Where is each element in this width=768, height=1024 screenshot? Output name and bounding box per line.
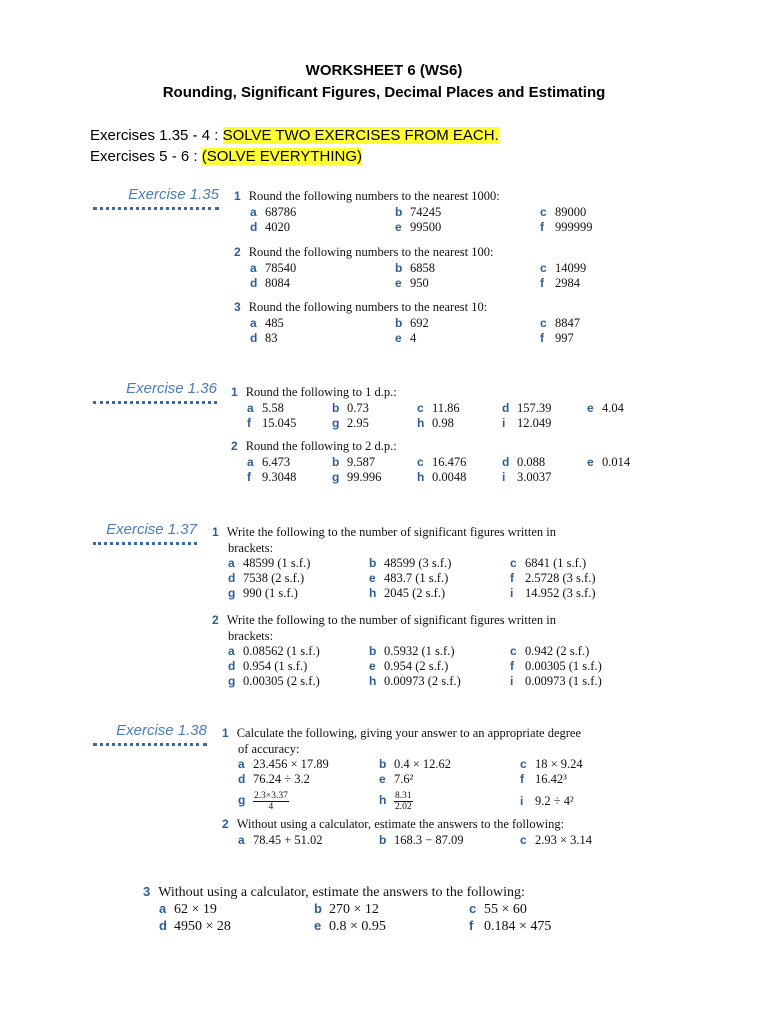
item-value: 6841 (1 s.f.) [525, 556, 587, 570]
item-value: 0.00973 (1 s.f.) [525, 674, 602, 688]
item-letter: a [247, 401, 254, 415]
item-value: 68786 [265, 205, 297, 219]
question-number: 2 [234, 245, 241, 259]
item-letter: i [502, 470, 506, 484]
item-letter: c [417, 401, 424, 415]
extra-q3 [143, 883, 551, 935]
exercise-1-38-heading [93, 722, 207, 746]
item-value: 997 [555, 331, 574, 345]
item-value: 7.6² [394, 772, 414, 786]
answer-row [238, 757, 583, 772]
item-letter: b [332, 401, 340, 415]
item-letter: e [369, 659, 376, 673]
ex135-q2 [234, 243, 586, 291]
worksheet-title: WORKSHEET 6 (WS6) [305, 62, 463, 79]
answer-row [228, 556, 595, 571]
item-value: 4.04 [602, 401, 624, 415]
fraction [394, 791, 413, 812]
item-letter: g [332, 416, 340, 430]
item-value: 14.952 (3 s.f.) [525, 586, 596, 600]
answer-row [250, 276, 586, 291]
exercise-title: Exercise 1.35 [128, 186, 219, 203]
item-letter: b [379, 833, 387, 847]
answer-row [228, 659, 602, 674]
question-text: Round the following to 1 d.p.: [245, 385, 397, 399]
item-value: 2.5728 (3 s.f.) [525, 571, 596, 585]
item-letter: d [238, 772, 246, 786]
exercise-1-37-heading [93, 521, 197, 545]
item-letter: d [228, 659, 236, 673]
item-value: 62 × 19 [174, 902, 217, 917]
item-letter: g [228, 674, 236, 688]
answer-row [238, 833, 592, 848]
item-letter: e [587, 455, 594, 469]
question-text-continued: of accuracy: [238, 742, 300, 756]
item-value: 83 [265, 331, 278, 345]
item-value: 5.58 [262, 401, 284, 415]
dotted-rule [93, 207, 219, 210]
item-value: 0.5932 (1 s.f.) [384, 644, 455, 658]
ex138-q2 [222, 815, 592, 848]
item-letter: g [238, 793, 246, 808]
answer-row [247, 401, 624, 416]
item-value: 14099 [555, 261, 587, 275]
item-value: 0.014 [602, 455, 631, 469]
answer-row [247, 416, 624, 431]
question-text: Round the following numbers to the nearest 1000: [248, 189, 500, 203]
answer-row [250, 205, 593, 220]
item-value: 0.08562 (1 s.f.) [243, 644, 320, 658]
question-number: 2 [231, 439, 238, 453]
item-value: 0.00973 (2 s.f.) [384, 674, 461, 688]
item-letter: a [250, 316, 257, 330]
item-letter: c [520, 833, 527, 847]
item-value: 4950 × 28 [174, 919, 231, 934]
question-text-continued: brackets: [228, 541, 274, 555]
item-value: 8084 [265, 276, 290, 290]
answer-row [247, 470, 630, 485]
item-letter: f [247, 416, 251, 430]
item-value: 0.184 × 475 [484, 919, 552, 934]
answer-row [228, 674, 602, 689]
item-letter: g [228, 586, 236, 600]
item-value: 6858 [410, 261, 435, 275]
item-value: 3.0037 [517, 470, 552, 484]
instruction-line-2 [90, 148, 362, 165]
item-value: 0.4 × 12.62 [394, 757, 452, 771]
item-value: 0.942 (2 s.f.) [525, 644, 590, 658]
item-letter: f [510, 571, 514, 585]
answer-row [250, 220, 593, 235]
item-letter: h [417, 416, 425, 430]
item-letter: c [469, 901, 477, 916]
item-value: 78540 [265, 261, 297, 275]
item-letter: c [417, 455, 424, 469]
item-value: 78.45 + 51.02 [253, 833, 323, 847]
item-value: 0.0048 [432, 470, 467, 484]
item-letter: h [369, 586, 377, 600]
item-letter: d [250, 276, 258, 290]
item-value: 2.95 [347, 416, 369, 430]
question-text-continued: brackets: [228, 629, 274, 643]
item-value: 4 [410, 331, 417, 345]
item-letter: h [417, 470, 425, 484]
item-value: 0.8 × 0.95 [329, 919, 386, 934]
answer-row [159, 918, 551, 935]
item-letter: d [250, 331, 258, 345]
item-letter: a [159, 901, 167, 916]
item-letter: f [540, 276, 544, 290]
instruction-line-1 [90, 127, 499, 144]
question-number: 1 [222, 726, 229, 740]
item-letter: f [540, 220, 544, 234]
answer-row [250, 261, 586, 276]
item-letter: d [159, 918, 167, 933]
item-letter: a [238, 833, 245, 847]
item-value: 0.954 (1 s.f.) [243, 659, 308, 673]
question-number: 1 [231, 385, 238, 399]
ex136-q1 [231, 383, 624, 431]
item-value: 7538 (2 s.f.) [243, 571, 305, 585]
item-letter: b [395, 316, 403, 330]
question-text: Without using a calculator, estimate the answers to the following: [158, 885, 525, 900]
item-letter: d [502, 401, 510, 415]
item-value: 76.24 ÷ 3.2 [253, 772, 310, 786]
item-letter: h [369, 674, 377, 688]
question-text: Write the following to the number of significant figures written in [226, 525, 556, 539]
item-letter: c [540, 316, 547, 330]
question-number: 3 [143, 884, 151, 899]
ex137-q2 [212, 611, 602, 689]
item-value: 999999 [555, 220, 593, 234]
item-value: 157.39 [517, 401, 552, 415]
item-value: 74245 [410, 205, 442, 219]
item-letter: c [510, 644, 517, 658]
item-letter: c [510, 556, 517, 570]
item-letter: b [369, 556, 377, 570]
item-value: 4020 [265, 220, 290, 234]
question-number: 2 [222, 817, 229, 831]
item-letter: f [247, 470, 251, 484]
item-letter: e [379, 772, 386, 786]
item-letter: b [314, 901, 322, 916]
item-value: 15.045 [262, 416, 297, 430]
dotted-rule [93, 743, 207, 746]
question-number: 2 [212, 613, 219, 627]
item-value: 692 [410, 316, 429, 330]
item-letter: d [228, 571, 236, 585]
ex138-q1 [222, 724, 583, 812]
item-value: 89000 [555, 205, 587, 219]
item-value: 99.996 [347, 470, 382, 484]
answer-row [228, 586, 595, 601]
answer-row [238, 772, 583, 787]
item-value: 16.42³ [535, 772, 567, 786]
worksheet-subtitle: Rounding, Significant Figures, Decimal Places and Estimating [162, 84, 606, 101]
item-letter: e [587, 401, 594, 415]
item-value: 6.473 [262, 455, 291, 469]
item-letter: b [395, 261, 403, 275]
item-value: 9.587 [347, 455, 376, 469]
question-number: 3 [234, 300, 241, 314]
item-value: 270 × 12 [329, 902, 379, 917]
question-text: Round the following numbers to the nearest 100: [248, 245, 494, 259]
answer-row [250, 331, 580, 346]
item-letter: b [369, 644, 377, 658]
item-letter: f [510, 659, 514, 673]
item-letter: c [540, 261, 547, 275]
item-value: 18 × 9.24 [535, 757, 583, 771]
item-letter: a [250, 205, 257, 219]
item-letter: a [238, 757, 245, 771]
item-letter: a [228, 644, 235, 658]
item-value: 2984 [555, 276, 580, 290]
item-value: 23.456 × 17.89 [253, 757, 329, 771]
item-value: 48599 (1 s.f.) [243, 556, 311, 570]
fraction-numerator: 2.3×3.37 [254, 791, 288, 801]
fraction [253, 791, 289, 812]
item-value: 16.476 [432, 455, 467, 469]
item-value: 11.86 [432, 401, 460, 415]
question-number: 1 [212, 525, 219, 539]
item-value: 12.049 [517, 416, 552, 430]
item-value: 0.00305 (1 s.f.) [525, 659, 602, 673]
item-letter: i [510, 674, 514, 688]
item-letter: d [502, 455, 510, 469]
item-letter: e [395, 220, 402, 234]
item-value: 0.73 [347, 401, 369, 415]
fraction-denominator: 4 [268, 802, 274, 812]
fraction-denominator: 2.02 [395, 802, 412, 812]
answer-row [238, 791, 583, 812]
question-text: Without using a calculator, estimate the answers to the following: [236, 817, 565, 831]
item-letter: i [520, 794, 524, 808]
item-letter: i [502, 416, 506, 430]
item-value: 99500 [410, 220, 442, 234]
item-letter: e [395, 276, 402, 290]
item-letter: b [395, 205, 403, 219]
item-value: 950 [410, 276, 429, 290]
item-letter: d [250, 220, 258, 234]
item-value: 2.93 × 3.14 [535, 833, 593, 847]
item-letter: f [469, 918, 474, 933]
item-letter: i [510, 586, 514, 600]
answer-row [228, 644, 602, 659]
answer-row [228, 571, 595, 586]
item-letter: e [369, 571, 376, 585]
item-value: 9.3048 [262, 470, 297, 484]
ex137-q1 [212, 523, 595, 601]
item-letter: g [332, 470, 340, 484]
question-text: Round the following numbers to the nearest 10: [248, 300, 488, 314]
item-letter: f [520, 772, 524, 786]
question-text: Write the following to the number of significant figures written in [226, 613, 556, 627]
item-letter: a [250, 261, 257, 275]
item-value: 0.00305 (2 s.f.) [243, 674, 320, 688]
item-value: 485 [265, 316, 284, 330]
item-value: 0.954 (2 s.f.) [384, 659, 449, 673]
item-value: 0.088 [517, 455, 546, 469]
instruction-highlight: SOLVE TWO EXERCISES FROM EACH. [222, 127, 499, 144]
answer-row [159, 901, 551, 918]
item-letter: b [379, 757, 387, 771]
ex135-q3 [234, 298, 580, 346]
item-value: 9.2 ÷ 4² [535, 794, 574, 808]
question-number: 1 [234, 189, 241, 203]
item-value: 168.3 − 87.09 [394, 833, 464, 847]
exercise-title: Exercise 1.37 [106, 521, 197, 538]
fraction-numerator: 8.31 [395, 791, 412, 801]
item-letter: b [332, 455, 340, 469]
ex135-q1 [234, 187, 593, 235]
exercise-1-36-heading [93, 380, 217, 404]
item-value: 48599 (3 s.f.) [384, 556, 452, 570]
exercise-title: Exercise 1.36 [126, 380, 217, 397]
answer-row [247, 455, 630, 470]
item-value: 483.7 (1 s.f.) [384, 571, 449, 585]
ex136-q2 [231, 437, 630, 485]
dotted-rule [93, 401, 217, 404]
item-letter: c [520, 757, 527, 771]
item-letter: e [314, 918, 322, 933]
item-value: 55 × 60 [484, 902, 527, 917]
question-text: Calculate the following, giving your answer to an appropriate degree [236, 726, 582, 740]
item-letter: a [228, 556, 235, 570]
item-letter: a [247, 455, 254, 469]
item-value: 8847 [555, 316, 580, 330]
item-value: 0.98 [432, 416, 454, 430]
item-value: 990 (1 s.f.) [243, 586, 298, 600]
instruction-prefix: Exercises 1.35 - 4 : [90, 127, 223, 144]
item-value: 2045 (2 s.f.) [384, 586, 446, 600]
dotted-rule [93, 542, 197, 545]
item-letter: f [540, 331, 544, 345]
instruction-prefix: Exercises 5 - 6 : [90, 148, 202, 165]
item-letter: h [379, 793, 387, 808]
item-letter: e [395, 331, 402, 345]
answer-row [250, 316, 580, 331]
item-letter: c [540, 205, 547, 219]
instruction-highlight: (SOLVE EVERYTHING) [201, 148, 363, 165]
exercise-1-35-heading [93, 186, 219, 210]
exercise-title: Exercise 1.38 [116, 722, 207, 739]
question-text: Round the following to 2 d.p.: [245, 439, 397, 453]
